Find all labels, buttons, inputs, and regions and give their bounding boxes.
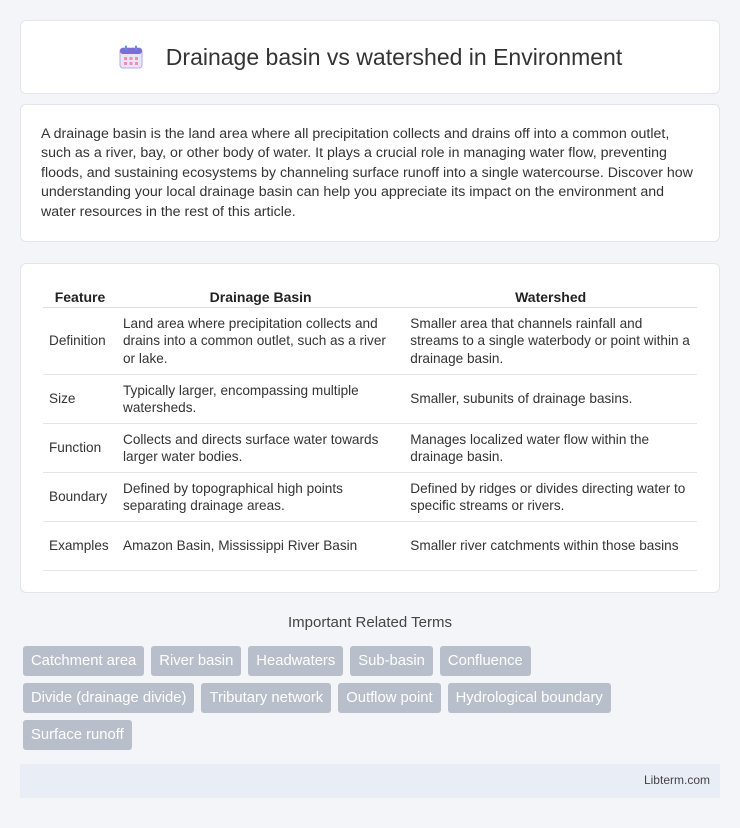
drainage-basin-cell: Amazon Basin, Mississippi River Basin — [117, 522, 404, 571]
related-term-tag[interactable]: Tributary network — [201, 683, 331, 713]
drainage-basin-cell: Defined by topographical high points separating drainage areas. — [117, 473, 404, 522]
table-row — [43, 308, 697, 375]
related-term-tag[interactable]: Divide (drainage divide) — [23, 683, 194, 713]
watershed-cell: Smaller area that channels rainfall and streams to a single waterbody or point within a drainage basin. — [404, 308, 697, 375]
watershed-cell: Manages localized water flow within the drainage basin. — [404, 424, 697, 473]
page-title: Drainage basin vs watershed in Environment — [165, 43, 623, 70]
related-term-tag[interactable]: River basin — [151, 646, 241, 676]
drainage-basin-cell: Collects and directs surface water towards larger water bodies. — [117, 424, 404, 473]
watershed-cell: Smaller, subunits of drainage basins. — [404, 375, 697, 424]
comparison-card — [20, 263, 720, 593]
table-row — [43, 473, 697, 522]
related-term-tag[interactable]: Sub-basin — [350, 646, 433, 676]
drainage-basin-cell: Land area where precipitation collects and drains into a common outlet, such as a river or lake. — [117, 308, 404, 375]
column-header-drainage-basin: Drainage Basin — [117, 286, 404, 308]
watershed-cell: Smaller river catchments within those basins — [404, 522, 697, 571]
related-term-tag[interactable]: Surface runoff — [23, 720, 132, 750]
comparison-table — [43, 286, 697, 571]
watershed-cell: Defined by ridges or divides directing water to specific streams or rivers. — [404, 473, 697, 522]
drainage-basin-cell: Typically larger, encompassing multiple watersheds. — [117, 375, 404, 424]
related-term-tag[interactable]: Headwaters — [248, 646, 343, 676]
column-header-watershed: Watershed — [404, 286, 697, 308]
related-term-tag[interactable]: Outflow point — [338, 683, 440, 713]
related-terms-list — [23, 646, 703, 750]
feature-cell: Boundary — [43, 473, 117, 522]
related-term-tag[interactable]: Confluence — [440, 646, 531, 676]
feature-cell: Function — [43, 424, 117, 473]
table-row — [43, 424, 697, 473]
table-row — [43, 375, 697, 424]
related-term-tag[interactable]: Hydrological boundary — [448, 683, 611, 713]
feature-cell: Size — [43, 375, 117, 424]
table-row — [43, 522, 697, 571]
footer — [20, 764, 720, 798]
feature-cell: Examples — [43, 522, 117, 571]
header-card — [20, 20, 720, 94]
intro-text: A drainage basin is the land area where all precipitation collects and drains off into a common outlet, such as a river, bay, or other body of water. It plays a crucial role in managing water flow, preventing floods, and sustaining ecosystems by channeling surface runoff into a single watercourse. Discover how understanding your local drainage basin can help you appreciate its impact on the environment and water resources in the rest of this article. — [41, 126, 693, 220]
related-terms-title: Important Related Terms — [288, 614, 452, 631]
column-header-feature: Feature — [43, 286, 117, 308]
calendar-icon — [118, 44, 144, 70]
intro-card — [20, 104, 720, 242]
related-term-tag[interactable]: Catchment area — [23, 646, 144, 676]
feature-cell: Definition — [43, 308, 117, 375]
footer-brand[interactable]: Libterm.com — [643, 773, 710, 787]
table-header-row — [43, 286, 697, 308]
